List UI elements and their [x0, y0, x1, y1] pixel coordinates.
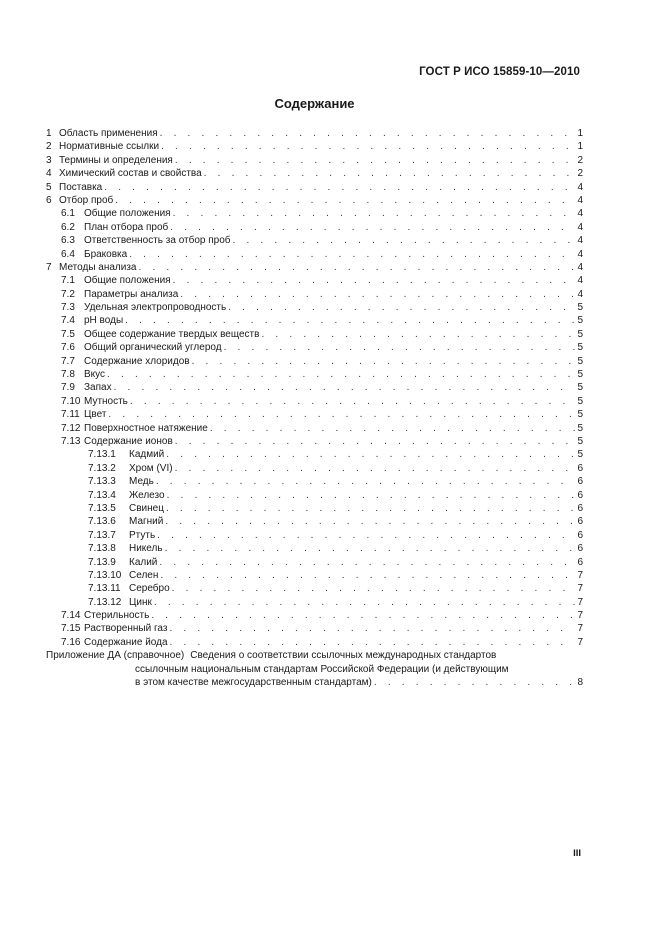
- toc-entry-page: 5: [577, 355, 583, 367]
- toc-entry-title: Браковка: [84, 248, 128, 260]
- toc-entry[interactable]: [46, 234, 583, 247]
- toc-entry-title: Ртуть: [129, 529, 156, 541]
- toc-entry[interactable]: [46, 248, 583, 261]
- toc-entry-page: 2: [577, 154, 583, 166]
- toc-entry-page: 4: [577, 194, 583, 206]
- dot-leader: [108, 408, 575, 421]
- toc-entry-page: 6: [577, 462, 583, 474]
- toc-entry-number: 6.2: [61, 221, 75, 233]
- toc-entry-number: 7.12: [61, 422, 81, 434]
- toc-entry-number: 6.3: [61, 235, 75, 247]
- toc-entry-number: 7.2: [61, 288, 75, 300]
- toc-entry-page: 5: [577, 315, 583, 327]
- toc-entry[interactable]: [46, 636, 583, 649]
- toc-entry-number: 7.16: [61, 636, 81, 648]
- dot-leader: [160, 569, 575, 582]
- toc-entry[interactable]: [46, 274, 583, 287]
- toc-entry[interactable]: [46, 596, 583, 609]
- toc-entry-number: 7.10: [61, 395, 81, 407]
- toc-entry-page: 5: [577, 422, 583, 434]
- toc-entry[interactable]: [46, 475, 583, 488]
- toc-entry[interactable]: [46, 368, 583, 381]
- toc-entry-number: 7.11: [61, 409, 80, 421]
- toc-entry-title: Запах: [84, 382, 112, 394]
- toc-entry-page: 4: [577, 221, 583, 233]
- appendix-title-line-1: Сведения о соответствии ссылочных международных стандартов: [190, 650, 497, 662]
- toc-entry-number: 7.4: [61, 315, 75, 327]
- toc-entry-page: 1: [577, 141, 583, 153]
- toc-entry[interactable]: [46, 301, 583, 314]
- toc-entry[interactable]: [46, 622, 583, 635]
- toc-entry[interactable]: [46, 167, 583, 180]
- appendix-title-line-3: в этом качестве межгосударственным стандартам): [135, 677, 372, 689]
- toc-entry-title: План отбора проб: [84, 221, 169, 233]
- toc-entry-title: Медь: [129, 476, 154, 488]
- toc-entry-page: 4: [577, 288, 583, 300]
- toc-entry[interactable]: [46, 609, 583, 622]
- dot-leader: [261, 328, 575, 341]
- toc-entry-title: Хром (VI): [129, 462, 173, 474]
- toc-entry[interactable]: [46, 435, 583, 448]
- toc-entry-number: 7.8: [61, 369, 75, 381]
- dot-leader: [151, 609, 575, 622]
- toc-entry-title: Поверхностное натяжение: [84, 422, 208, 434]
- toc-entry-number: 7.13: [61, 435, 81, 447]
- toc-entry-number: 5: [46, 181, 52, 193]
- toc-entry-title: Удельная электропроводность: [84, 302, 227, 314]
- toc-entry-page: 6: [577, 556, 583, 568]
- toc-entry-page: 7: [577, 583, 583, 595]
- dot-leader: [173, 274, 576, 287]
- toc-entry[interactable]: [46, 542, 583, 555]
- toc-entry[interactable]: [46, 261, 583, 274]
- toc-entry[interactable]: [46, 140, 583, 153]
- toc-entry-title: Свинец: [129, 502, 164, 514]
- dot-leader: [172, 582, 576, 595]
- toc-entry-title: Кадмий: [129, 449, 165, 461]
- toc-entry-title: Цинк: [129, 596, 152, 608]
- dot-leader: [107, 368, 575, 381]
- toc-entry-number: 7.5: [61, 328, 75, 340]
- toc-entry-number: 7.13.9: [88, 556, 116, 568]
- toc-entry-page: 5: [577, 369, 583, 381]
- toc-entry-number: 7: [46, 261, 52, 273]
- toc-entry-number: 7.13.10: [88, 569, 122, 581]
- toc-entry-title: Вкус: [84, 369, 106, 381]
- toc-entry-number: 7.6: [61, 342, 75, 354]
- toc-entry-number: 7.3: [61, 302, 75, 314]
- toc-entry[interactable]: [46, 422, 583, 435]
- toc-entry-number: 7.1: [61, 275, 75, 287]
- toc-entry-title: Общие положения: [84, 208, 171, 220]
- appendix-label: Приложение ДА (справочное): [46, 650, 185, 662]
- toc-entry-number: 7.13.8: [88, 543, 116, 555]
- toc-entry-page: 5: [577, 302, 583, 314]
- dot-leader: [166, 448, 575, 461]
- dot-leader: [129, 248, 575, 261]
- toc-entry-number: 3: [46, 154, 52, 166]
- toc-entry-number: 7.13.7: [88, 529, 116, 541]
- toc-entry-page: 5: [577, 328, 583, 340]
- dot-leader: [159, 556, 575, 569]
- dot-leader: [165, 542, 576, 555]
- dot-leader: [104, 181, 575, 194]
- toc-entry-title: Стерильность: [84, 610, 150, 622]
- toc-entry[interactable]: [46, 181, 583, 194]
- dot-leader: [374, 676, 576, 689]
- toc-entry-title: Область применения: [59, 128, 158, 139]
- dot-leader: [165, 515, 575, 528]
- toc-entry-page: 5: [577, 382, 583, 394]
- toc-entry-number: 6: [46, 194, 52, 206]
- toc-entry-page: 5: [577, 395, 583, 407]
- dot-leader: [204, 167, 576, 180]
- toc-entry-title: Мутность: [84, 395, 128, 407]
- toc-entry[interactable]: [46, 502, 583, 515]
- dot-leader: [161, 140, 575, 153]
- toc-entry-number: 7.13.5: [88, 502, 116, 514]
- dot-leader: [175, 462, 576, 475]
- dot-leader: [154, 596, 576, 609]
- toc-entry[interactable]: [46, 127, 583, 140]
- toc-entry-title: Общее содержание твердых веществ: [84, 328, 260, 340]
- toc-entry-title: Содержание ионов: [84, 435, 173, 447]
- dot-leader: [180, 288, 575, 301]
- toc-entry-page: 4: [577, 261, 583, 273]
- toc-entry[interactable]: [46, 381, 583, 394]
- toc-entry-number: 7.13.3: [88, 476, 116, 488]
- toc-entry-title: Общий органический углерод: [84, 342, 222, 354]
- dot-leader: [160, 127, 576, 140]
- dot-leader: [130, 395, 576, 408]
- dot-leader: [173, 207, 576, 220]
- toc-entry[interactable]: [46, 221, 583, 234]
- toc-entry-page: 4: [577, 181, 583, 193]
- toc-entry-page: 7: [577, 569, 583, 581]
- dot-leader: [114, 381, 576, 394]
- toc-entry-number: 7.13.1: [88, 449, 116, 461]
- dot-leader: [167, 489, 576, 502]
- toc-entry-number: 7.9: [61, 382, 75, 394]
- toc-entry[interactable]: [46, 314, 583, 327]
- toc-entry-number: 7.13.2: [88, 462, 116, 474]
- toc-entry[interactable]: [46, 328, 583, 341]
- toc-entry-number: 4: [46, 168, 52, 180]
- document-header: ГОСТ Р ИСО 15859-10—2010: [419, 66, 580, 78]
- dot-leader: [175, 435, 576, 448]
- toc-entry-title: Селен: [129, 569, 159, 581]
- toc-entry-number: 7.13.4: [88, 489, 116, 501]
- toc-entry-page: 7: [577, 596, 583, 608]
- toc-entry[interactable]: [46, 341, 583, 354]
- dot-leader: [224, 341, 576, 354]
- toc-entry[interactable]: [46, 569, 583, 582]
- toc-entry[interactable]: [46, 207, 583, 220]
- toc-entry-number: 7.13.12: [88, 596, 122, 608]
- toc-entry-title: Железо: [129, 489, 165, 501]
- toc-entry[interactable]: [46, 395, 583, 408]
- dot-leader: [166, 502, 576, 515]
- toc-entry[interactable]: [46, 462, 583, 475]
- toc-entry[interactable]: [46, 489, 583, 502]
- toc-entry[interactable]: [46, 154, 583, 167]
- toc-entry-number: 6.1: [61, 208, 75, 220]
- dot-leader: [210, 422, 576, 435]
- toc-entry-title: Ответственность за отбор проб: [84, 235, 231, 247]
- toc-entry-title: Параметры анализа: [84, 288, 179, 300]
- dot-leader: [157, 529, 575, 542]
- toc-entry[interactable]: [46, 355, 583, 368]
- dot-leader: [175, 154, 576, 167]
- toc-entry[interactable]: [46, 556, 583, 569]
- appendix-page: 8: [577, 677, 583, 689]
- toc-entry-title: Серебро: [129, 583, 170, 595]
- toc-entry-title: Нормативные ссылки: [59, 141, 160, 153]
- toc-entry-number: 7.13.6: [88, 516, 116, 528]
- dot-leader: [228, 301, 575, 314]
- toc-entry-title: Никель: [129, 543, 163, 555]
- dot-leader: [233, 234, 576, 247]
- table-of-contents: [46, 127, 583, 689]
- toc-entry-page: 5: [577, 449, 583, 461]
- appendix-entry[interactable]: [46, 649, 583, 689]
- toc-entry-number: 7.7: [61, 355, 75, 367]
- toc-entry-number: 7.14: [61, 610, 81, 622]
- dot-leader: [156, 475, 576, 488]
- toc-entry[interactable]: [46, 408, 583, 421]
- toc-entry-title: Калий: [129, 556, 158, 568]
- appendix-title-line-2: ссылочным национальным стандартам Российской Федерации (и действующим: [135, 663, 509, 675]
- toc-entry-page: 6: [577, 543, 583, 555]
- dot-leader: [125, 314, 575, 327]
- toc-entry-title: Термины и определения: [59, 154, 173, 166]
- toc-entry-page: 6: [577, 476, 583, 488]
- toc-entry-number: 6.4: [61, 248, 75, 260]
- dot-leader: [170, 221, 575, 234]
- toc-entry-title: Поставка: [59, 181, 103, 193]
- toc-entry[interactable]: [46, 288, 583, 301]
- toc-entry-title: Содержание йода: [84, 636, 168, 648]
- toc-entry[interactable]: [46, 194, 583, 207]
- toc-entry-title: pH воды: [84, 315, 124, 327]
- toc-entry[interactable]: [46, 529, 583, 542]
- toc-entry-page: 5: [577, 409, 583, 421]
- toc-entry-title: Содержание хлоридов: [84, 355, 190, 367]
- toc-entry-title: Методы анализа: [59, 261, 137, 273]
- toc-entry-number: 7.15: [61, 623, 81, 635]
- dot-leader: [115, 194, 575, 207]
- toc-entry-number: 1: [46, 128, 52, 139]
- dot-leader: [170, 636, 576, 649]
- toc-entry-title: Отбор проб: [59, 194, 114, 206]
- toc-entry-title: Общие положения: [84, 275, 171, 287]
- toc-entry-page: 6: [577, 516, 583, 528]
- toc-entry-title: Химический состав и свойства: [59, 168, 202, 180]
- toc-entry-page: 5: [577, 342, 583, 354]
- dot-leader: [139, 261, 576, 274]
- toc-entry-page: 1: [577, 128, 583, 139]
- toc-entry-page: 2: [577, 168, 583, 180]
- toc-entry[interactable]: [46, 448, 583, 461]
- toc-entry-number: 2: [46, 141, 52, 153]
- toc-entry[interactable]: [46, 582, 583, 595]
- toc-entry-title: Цвет: [84, 409, 107, 421]
- toc-entry-page: 6: [577, 529, 583, 541]
- toc-entry-page: 7: [577, 610, 583, 622]
- toc-entry-page: 7: [577, 636, 583, 648]
- toc-entry-page: 5: [577, 435, 583, 447]
- toc-entry-number: 7.13.11: [88, 583, 121, 595]
- dot-leader: [192, 355, 576, 368]
- toc-entry-page: 6: [577, 502, 583, 514]
- toc-entry-page: 4: [577, 208, 583, 220]
- toc-entry-page: 7: [577, 623, 583, 635]
- toc-entry-page: 4: [577, 248, 583, 260]
- toc-entry-page: 4: [577, 235, 583, 247]
- toc-entry-page: 4: [577, 275, 583, 287]
- dot-leader: [169, 622, 575, 635]
- toc-entry-page: 6: [577, 489, 583, 501]
- toc-entry-title: Растворенный газ: [84, 623, 168, 635]
- toc-entry[interactable]: [46, 515, 583, 528]
- toc-entry-title: Магний: [129, 516, 164, 528]
- page-number-roman: III: [573, 848, 581, 859]
- page-title: Содержание: [274, 96, 355, 111]
